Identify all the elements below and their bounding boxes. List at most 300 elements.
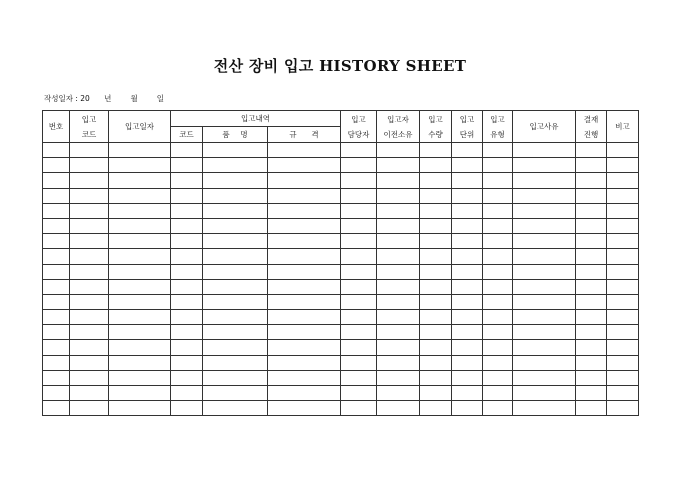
table-cell[interactable] <box>576 325 607 340</box>
header-previous-owner-line2: 이전소유 <box>383 129 413 139</box>
header-unit-line1: 입고 <box>459 114 475 124</box>
table-cell[interactable] <box>377 143 420 158</box>
table-cell[interactable] <box>109 234 171 249</box>
table-cell[interactable] <box>341 173 377 188</box>
table-cell[interactable] <box>341 401 377 416</box>
table-cell[interactable] <box>70 249 109 264</box>
table-row <box>43 370 639 385</box>
table-cell[interactable] <box>109 249 171 264</box>
table-cell[interactable] <box>341 264 377 279</box>
table-cell[interactable] <box>452 173 483 188</box>
table-cell[interactable] <box>171 249 203 264</box>
table-cell[interactable] <box>341 158 377 173</box>
table-cell[interactable] <box>43 249 70 264</box>
table-cell[interactable] <box>607 386 639 401</box>
table-cell[interactable] <box>513 143 576 158</box>
table-row <box>43 340 639 355</box>
header-manager-line1: 입고 <box>351 114 366 124</box>
table-cell[interactable] <box>576 264 607 279</box>
header-quantity-line1: 입고 <box>428 114 443 124</box>
table-cell[interactable] <box>483 188 513 203</box>
table-cell[interactable] <box>109 294 171 309</box>
table-cell[interactable] <box>607 234 639 249</box>
table-cell[interactable] <box>203 264 268 279</box>
table-cell[interactable] <box>452 264 483 279</box>
header-previous-owner <box>377 111 420 143</box>
table-cell[interactable] <box>43 279 70 294</box>
table-cell[interactable] <box>420 158 452 173</box>
table-cell[interactable] <box>483 203 513 218</box>
table-cell[interactable] <box>483 158 513 173</box>
table-cell[interactable] <box>171 294 203 309</box>
table-cell[interactable] <box>43 143 70 158</box>
table-cell[interactable] <box>109 279 171 294</box>
header-manager <box>341 111 377 143</box>
header-note: 비고 <box>607 111 639 143</box>
table-cell[interactable] <box>483 310 513 325</box>
table-cell[interactable] <box>513 386 576 401</box>
table-cell[interactable] <box>607 218 639 233</box>
table-cell[interactable] <box>171 355 203 370</box>
table-cell[interactable] <box>576 218 607 233</box>
table-row <box>43 355 639 370</box>
table-cell[interactable] <box>203 386 268 401</box>
table-row <box>43 158 639 173</box>
table-cell[interactable] <box>483 218 513 233</box>
table-cell[interactable] <box>70 340 109 355</box>
table-cell[interactable] <box>483 264 513 279</box>
table-cell[interactable] <box>70 279 109 294</box>
table-cell[interactable] <box>341 188 377 203</box>
table-cell[interactable] <box>452 310 483 325</box>
table-cell[interactable] <box>483 325 513 340</box>
table-cell[interactable] <box>483 294 513 309</box>
table-cell[interactable] <box>513 340 576 355</box>
table-cell[interactable] <box>109 340 171 355</box>
table-cell[interactable] <box>43 310 70 325</box>
table-cell[interactable] <box>109 310 171 325</box>
table-cell[interactable] <box>43 325 70 340</box>
table-cell[interactable] <box>171 234 203 249</box>
table-cell[interactable] <box>268 340 341 355</box>
table-cell[interactable] <box>576 203 607 218</box>
header-type-line2: 유형 <box>490 129 505 139</box>
header-reason: 입고사유 <box>513 111 576 143</box>
table-cell[interactable] <box>43 355 70 370</box>
table-cell[interactable] <box>576 310 607 325</box>
table-cell[interactable] <box>109 386 171 401</box>
table-cell[interactable] <box>483 143 513 158</box>
table-cell[interactable] <box>452 340 483 355</box>
table-row <box>43 218 639 233</box>
table-cell[interactable] <box>420 264 452 279</box>
table-cell[interactable] <box>483 355 513 370</box>
subheader-spec <box>268 127 341 143</box>
header-code <box>70 111 109 143</box>
table-cell[interactable] <box>576 158 607 173</box>
table-cell[interactable] <box>377 386 420 401</box>
table-cell[interactable] <box>341 294 377 309</box>
table-cell[interactable] <box>341 310 377 325</box>
date-line <box>44 93 164 104</box>
table-cell[interactable] <box>43 340 70 355</box>
table-cell[interactable] <box>43 218 70 233</box>
table-cell[interactable] <box>70 401 109 416</box>
table-cell[interactable] <box>513 355 576 370</box>
document-title: 전산 장비 입고 HISTORY SHEET <box>213 57 467 75</box>
table-cell[interactable] <box>109 173 171 188</box>
table-cell[interactable] <box>70 355 109 370</box>
table-cell[interactable] <box>607 173 639 188</box>
table-cell[interactable] <box>70 264 109 279</box>
table-cell[interactable] <box>607 279 639 294</box>
table-cell[interactable] <box>341 218 377 233</box>
table-cell[interactable] <box>452 294 483 309</box>
table-cell[interactable] <box>607 264 639 279</box>
header-type <box>483 111 513 143</box>
table-cell[interactable] <box>268 158 341 173</box>
table-cell[interactable] <box>420 279 452 294</box>
table-cell[interactable] <box>452 188 483 203</box>
table-cell[interactable] <box>203 355 268 370</box>
table-cell[interactable] <box>377 279 420 294</box>
table-cell[interactable] <box>171 370 203 385</box>
history-table <box>42 110 639 416</box>
table-cell[interactable] <box>377 234 420 249</box>
table-cell[interactable] <box>268 386 341 401</box>
date-month-label: 월 <box>130 94 138 103</box>
table-cell[interactable] <box>171 173 203 188</box>
table-cell[interactable] <box>607 370 639 385</box>
table-cell[interactable] <box>171 188 203 203</box>
table-row <box>43 386 639 401</box>
table-cell[interactable] <box>513 370 576 385</box>
table-cell[interactable] <box>109 264 171 279</box>
table-cell[interactable] <box>607 249 639 264</box>
table-cell[interactable] <box>513 173 576 188</box>
table-cell[interactable] <box>420 218 452 233</box>
table-cell[interactable] <box>377 188 420 203</box>
table-cell[interactable] <box>70 370 109 385</box>
table-cell[interactable] <box>420 249 452 264</box>
table-cell[interactable] <box>377 370 420 385</box>
table-cell[interactable] <box>576 355 607 370</box>
table-cell[interactable] <box>171 340 203 355</box>
table-cell[interactable] <box>576 340 607 355</box>
table-cell[interactable] <box>377 325 420 340</box>
table-cell[interactable] <box>341 234 377 249</box>
table-row <box>43 310 639 325</box>
table-cell[interactable] <box>452 249 483 264</box>
table-cell[interactable] <box>70 294 109 309</box>
table-cell[interactable] <box>452 355 483 370</box>
table-cell[interactable] <box>513 264 576 279</box>
table-cell[interactable] <box>607 188 639 203</box>
table-cell[interactable] <box>43 264 70 279</box>
header-manager-line2: 담당자 <box>347 129 370 139</box>
table-cell[interactable] <box>70 218 109 233</box>
table-cell[interactable] <box>483 370 513 385</box>
table-cell[interactable] <box>268 355 341 370</box>
table-cell[interactable] <box>70 143 109 158</box>
table-cell[interactable] <box>341 279 377 294</box>
table-cell[interactable] <box>576 143 607 158</box>
table-cell[interactable] <box>109 188 171 203</box>
table-row <box>43 173 639 188</box>
table-cell[interactable] <box>203 370 268 385</box>
table-cell[interactable] <box>70 158 109 173</box>
subheader-spec-char1: 규 <box>289 130 297 139</box>
table-cell[interactable] <box>341 355 377 370</box>
table-cell[interactable] <box>420 188 452 203</box>
table-cell[interactable] <box>43 386 70 401</box>
table-cell[interactable] <box>483 279 513 294</box>
header-type-line1: 입고 <box>490 114 505 124</box>
table-cell[interactable] <box>607 401 639 416</box>
table-cell[interactable] <box>483 173 513 188</box>
table-cell[interactable] <box>203 218 268 233</box>
table-cell[interactable] <box>483 386 513 401</box>
table-row <box>43 401 639 416</box>
table-cell[interactable] <box>420 340 452 355</box>
table-cell[interactable] <box>70 188 109 203</box>
table-cell[interactable] <box>268 294 341 309</box>
table-cell[interactable] <box>483 234 513 249</box>
table-cell[interactable] <box>607 294 639 309</box>
table-cell[interactable] <box>268 234 341 249</box>
table-cell[interactable] <box>109 325 171 340</box>
table-cell[interactable] <box>70 325 109 340</box>
table-cell[interactable] <box>203 173 268 188</box>
table-row <box>43 143 639 158</box>
table-cell[interactable] <box>203 325 268 340</box>
table-cell[interactable] <box>576 401 607 416</box>
table-cell[interactable] <box>171 325 203 340</box>
table-cell[interactable] <box>109 218 171 233</box>
table-row <box>43 203 639 218</box>
table-cell[interactable] <box>377 340 420 355</box>
subheader-item-name-char1: 품 <box>222 130 230 139</box>
header-detail: 입고내역 <box>171 111 341 127</box>
table-cell[interactable] <box>203 234 268 249</box>
table-cell[interactable] <box>70 234 109 249</box>
table-cell[interactable] <box>43 234 70 249</box>
table-cell[interactable] <box>377 294 420 309</box>
table-cell[interactable] <box>268 370 341 385</box>
table-cell[interactable] <box>420 355 452 370</box>
table-cell[interactable] <box>43 370 70 385</box>
table-cell[interactable] <box>203 294 268 309</box>
table-cell[interactable] <box>341 325 377 340</box>
table-cell[interactable] <box>607 203 639 218</box>
table-cell[interactable] <box>268 325 341 340</box>
table-cell[interactable] <box>109 355 171 370</box>
table-cell[interactable] <box>452 143 483 158</box>
table-cell[interactable] <box>43 158 70 173</box>
table-cell[interactable] <box>452 218 483 233</box>
table-cell[interactable] <box>607 158 639 173</box>
table-cell[interactable] <box>43 173 70 188</box>
table-cell[interactable] <box>513 234 576 249</box>
table-cell[interactable] <box>341 370 377 385</box>
table-cell[interactable] <box>268 310 341 325</box>
table-cell[interactable] <box>341 249 377 264</box>
table-cell[interactable] <box>109 401 171 416</box>
header-quantity-line2: 수량 <box>428 129 443 139</box>
table-cell[interactable] <box>268 249 341 264</box>
table-cell[interactable] <box>377 264 420 279</box>
table-cell[interactable] <box>420 370 452 385</box>
table-cell[interactable] <box>607 143 639 158</box>
table-cell[interactable] <box>43 203 70 218</box>
table-cell[interactable] <box>268 143 341 158</box>
header-date: 입고일자 <box>109 111 171 143</box>
table-cell[interactable] <box>576 173 607 188</box>
table-cell[interactable] <box>341 143 377 158</box>
table-cell[interactable] <box>70 386 109 401</box>
table-cell[interactable] <box>377 218 420 233</box>
table-cell[interactable] <box>513 294 576 309</box>
header-code-line2: 코드 <box>81 129 97 139</box>
table-cell[interactable] <box>171 218 203 233</box>
table-cell[interactable] <box>607 310 639 325</box>
table-row <box>43 264 639 279</box>
table-cell[interactable] <box>576 188 607 203</box>
table-cell[interactable] <box>171 203 203 218</box>
table-cell[interactable] <box>576 294 607 309</box>
table-cell[interactable] <box>43 401 70 416</box>
table-row <box>43 234 639 249</box>
table-row <box>43 294 639 309</box>
table-cell[interactable] <box>576 370 607 385</box>
table-cell[interactable] <box>576 279 607 294</box>
table-cell[interactable] <box>341 340 377 355</box>
table-cell[interactable] <box>268 173 341 188</box>
table-cell[interactable] <box>377 173 420 188</box>
table-cell[interactable] <box>70 310 109 325</box>
table-cell[interactable] <box>203 401 268 416</box>
table-cell[interactable] <box>607 325 639 340</box>
table-cell[interactable] <box>268 188 341 203</box>
table-cell[interactable] <box>109 370 171 385</box>
table-cell[interactable] <box>513 218 576 233</box>
table-cell[interactable] <box>268 279 341 294</box>
table-cell[interactable] <box>452 386 483 401</box>
table-cell[interactable] <box>109 203 171 218</box>
header-unit <box>452 111 483 143</box>
date-day-label: 일 <box>156 94 165 103</box>
table-cell[interactable] <box>513 325 576 340</box>
table-cell[interactable] <box>341 203 377 218</box>
table-cell[interactable] <box>452 401 483 416</box>
table-cell[interactable] <box>420 143 452 158</box>
table-cell[interactable] <box>452 203 483 218</box>
table-cell[interactable] <box>607 355 639 370</box>
table-cell[interactable] <box>607 340 639 355</box>
table-cell[interactable] <box>171 310 203 325</box>
table-cell[interactable] <box>420 310 452 325</box>
table-cell[interactable] <box>513 158 576 173</box>
table-cell[interactable] <box>513 279 576 294</box>
table-cell[interactable] <box>203 158 268 173</box>
table-cell[interactable] <box>513 401 576 416</box>
table-cell[interactable] <box>377 310 420 325</box>
table-cell[interactable] <box>43 188 70 203</box>
table-cell[interactable] <box>420 294 452 309</box>
table-row <box>43 325 639 340</box>
table-cell[interactable] <box>203 143 268 158</box>
header-unit-line2: 단위 <box>459 129 475 139</box>
table-cell[interactable] <box>171 401 203 416</box>
table-cell[interactable] <box>452 279 483 294</box>
table-cell[interactable] <box>70 203 109 218</box>
table-cell[interactable] <box>109 158 171 173</box>
table-cell[interactable] <box>171 386 203 401</box>
table-body <box>43 143 639 416</box>
table-cell[interactable] <box>483 249 513 264</box>
table-cell[interactable] <box>203 203 268 218</box>
header-no: 번호 <box>43 111 70 143</box>
table-cell[interactable] <box>203 249 268 264</box>
table-cell[interactable] <box>513 203 576 218</box>
table-cell[interactable] <box>171 143 203 158</box>
table-cell[interactable] <box>268 264 341 279</box>
table-cell[interactable] <box>513 188 576 203</box>
table-cell[interactable] <box>420 173 452 188</box>
table-cell[interactable] <box>377 158 420 173</box>
table-cell[interactable] <box>171 158 203 173</box>
table-cell[interactable] <box>420 203 452 218</box>
table-cell[interactable] <box>203 188 268 203</box>
table-cell[interactable] <box>203 310 268 325</box>
table-cell[interactable] <box>513 249 576 264</box>
table-cell[interactable] <box>452 158 483 173</box>
table-cell[interactable] <box>70 173 109 188</box>
table-cell[interactable] <box>268 401 341 416</box>
table-cell[interactable] <box>452 234 483 249</box>
table-cell[interactable] <box>43 294 70 309</box>
table-cell[interactable] <box>513 310 576 325</box>
table-cell[interactable] <box>483 340 513 355</box>
header-code-line1: 입고 <box>81 114 97 124</box>
table-cell[interactable] <box>420 401 452 416</box>
table-cell[interactable] <box>576 386 607 401</box>
table-cell[interactable] <box>109 143 171 158</box>
table-cell[interactable] <box>268 218 341 233</box>
table-cell[interactable] <box>377 355 420 370</box>
table-cell[interactable] <box>452 370 483 385</box>
table-cell[interactable] <box>420 234 452 249</box>
table-row <box>43 279 639 294</box>
subheader-item-name-char2: 명 <box>240 130 248 139</box>
table-cell[interactable] <box>420 386 452 401</box>
table-cell[interactable] <box>203 279 268 294</box>
table-cell[interactable] <box>377 249 420 264</box>
table-cell[interactable] <box>341 386 377 401</box>
table-cell[interactable] <box>268 203 341 218</box>
table-cell[interactable] <box>203 340 268 355</box>
table-cell[interactable] <box>483 401 513 416</box>
table-cell[interactable] <box>377 203 420 218</box>
table-cell[interactable] <box>420 325 452 340</box>
header-previous-owner-line1: 입고자 <box>387 114 409 124</box>
table-cell[interactable] <box>171 264 203 279</box>
table-cell[interactable] <box>171 279 203 294</box>
table-cell[interactable] <box>576 234 607 249</box>
table-cell[interactable] <box>377 401 420 416</box>
table-cell[interactable] <box>576 249 607 264</box>
table-cell[interactable] <box>452 325 483 340</box>
